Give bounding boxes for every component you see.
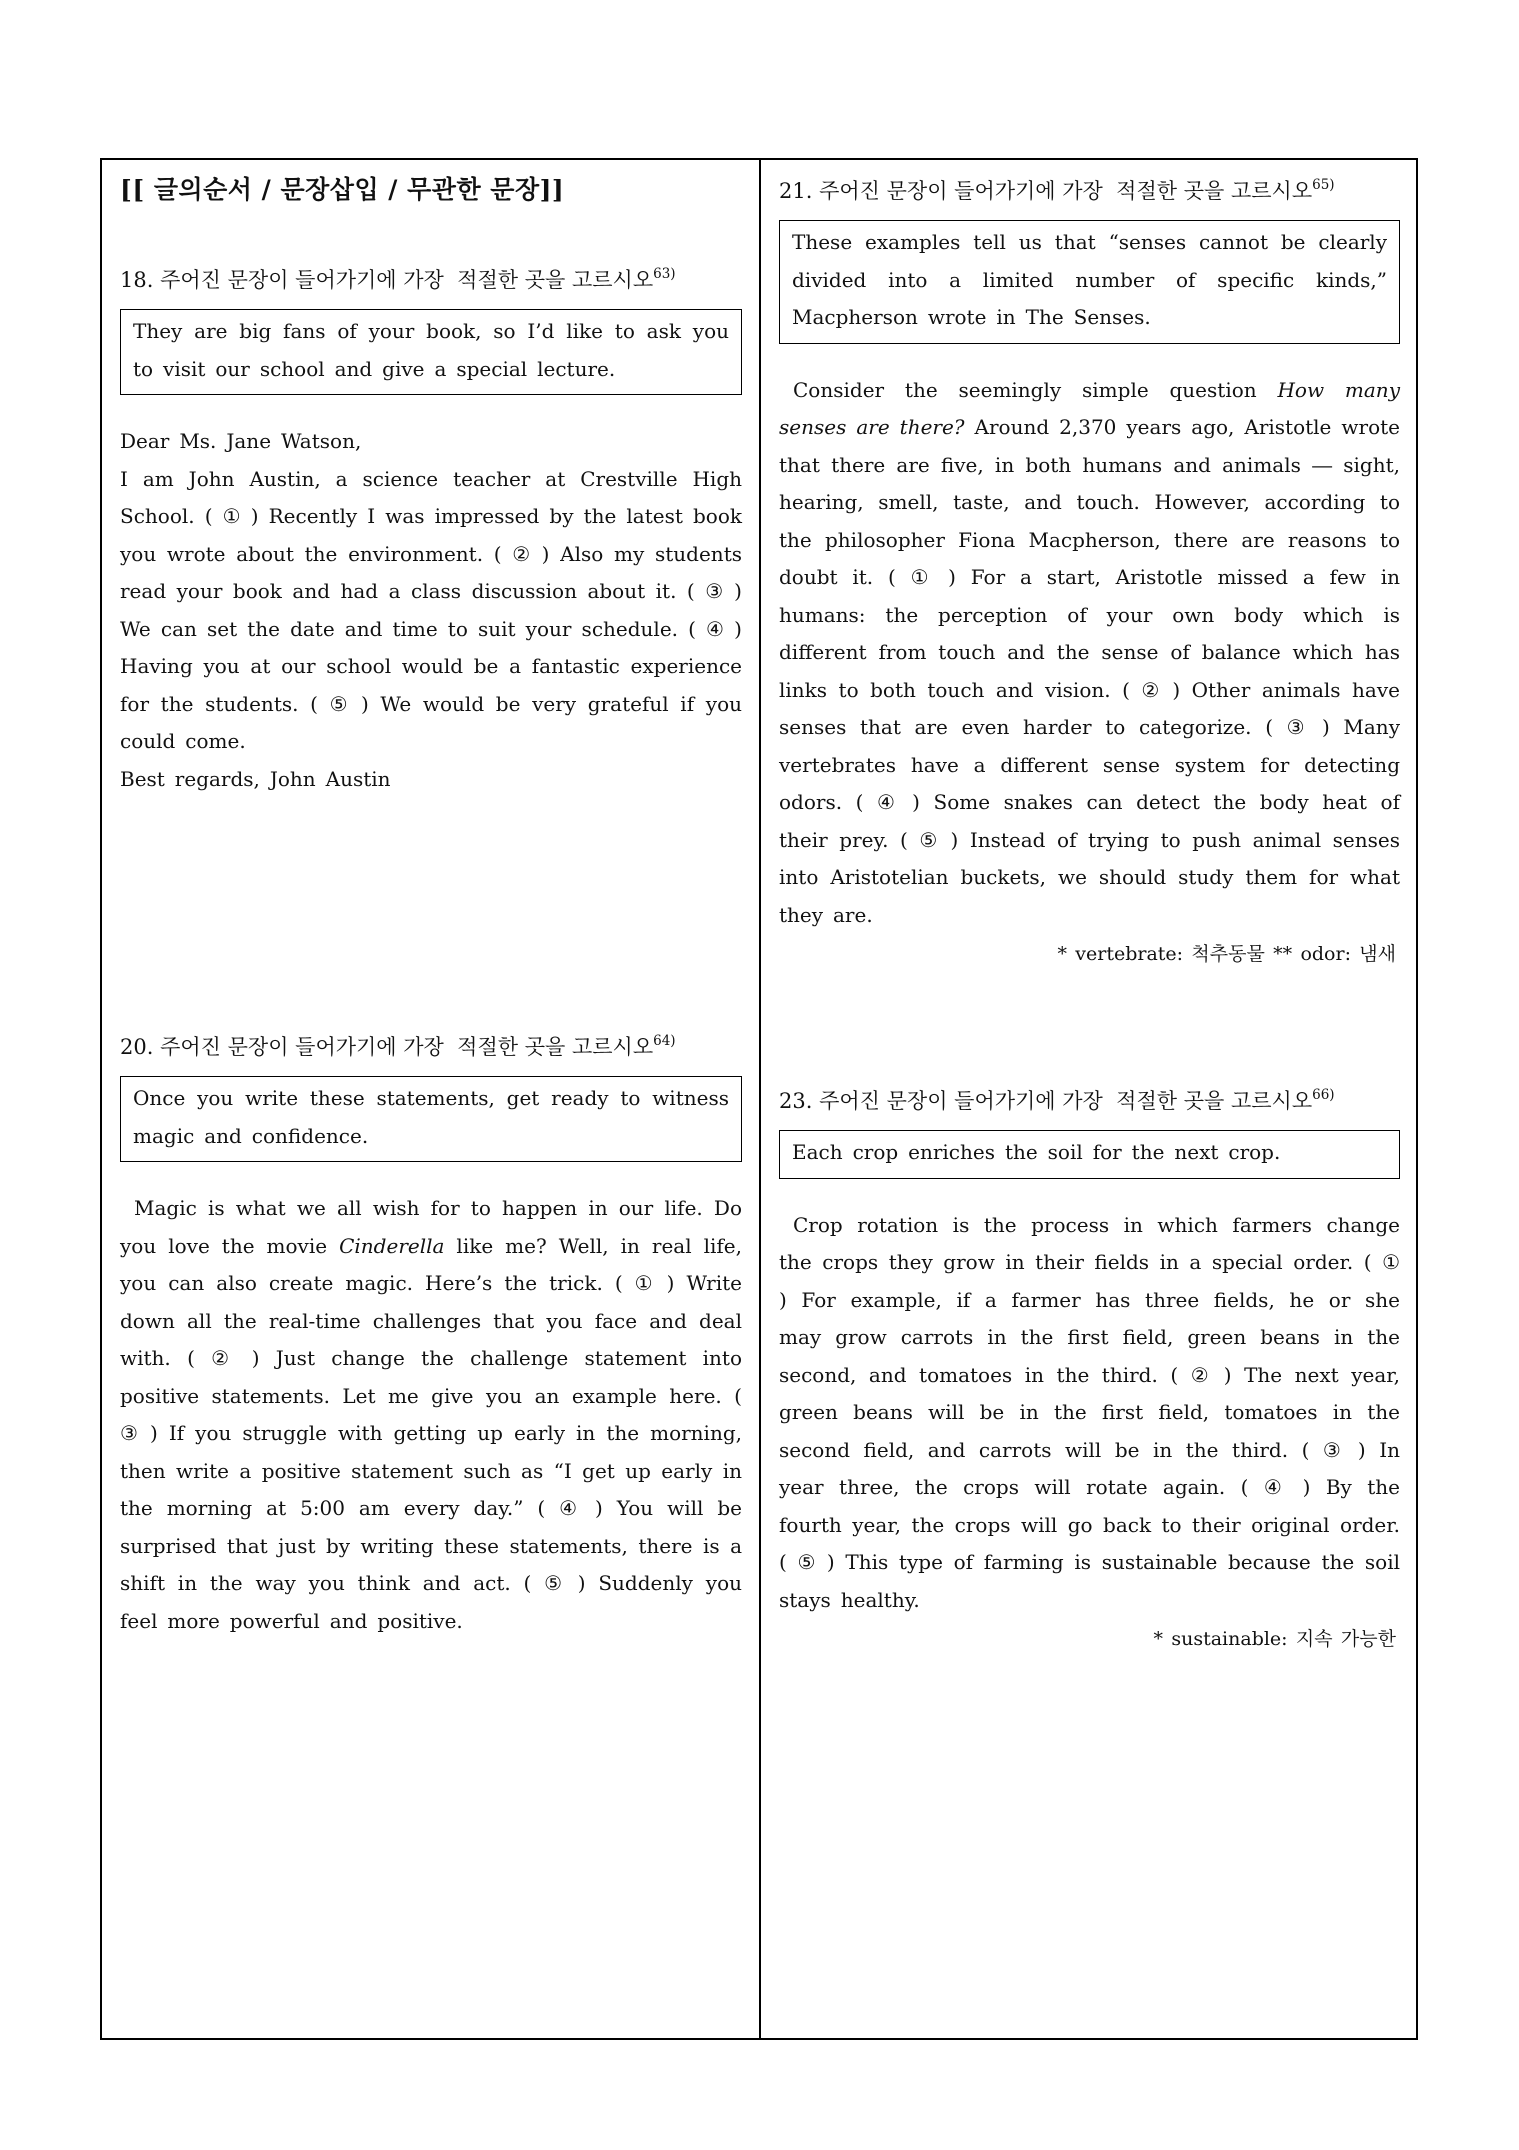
given-sentence-box: These examples tell us that “senses cannot be clearly divided into a limited number of specific kinds,” Macpherson wrote in The Senses. — [779, 220, 1400, 344]
passage-paragraph — [779, 372, 1400, 935]
question-number: 18. — [120, 268, 154, 292]
question-18-title — [120, 261, 742, 294]
passage-text: Around 2,370 years ago, Aristotle wrote that there are five, in both humans and animals ― sight, hearing, smell, taste, and touch. However, according to the philosopher Fiona Macpherson, there are reasons to doubt it. ( ① ) For a start, Aristotle missed a few in humans: the perception of your own body which is different from touch and the sense of balance which has links to both touch and vision. ( ② ) Other animals have senses that are even harder to categorize. ( ③ ) Many vertebrates have a different sense system for detecting odors. ( ④ ) Some snakes can detect the body heat of their prey. ( ⑤ ) Instead of trying to push animal senses into Aristotelian buckets, we should study them for what they are. — [779, 415, 1400, 927]
question-prompt: 주어진 문장이 들어가기에 가장 적절한 곳을 고르시오 — [160, 1035, 654, 1059]
right-column — [759, 160, 1416, 2038]
footnote-marker: 64) — [653, 1033, 676, 1049]
question-prompt: 주어진 문장이 들어가기에 가장 적절한 곳을 고르시오 — [819, 179, 1313, 203]
passage-text: like me? Well, in real life, you can also create magic. Here’s the trick. ( ① ) Write down all the real-time challenges that you face and deal with. ( ② ) Just change the challenge statement into positive statements. Let me give you an example here. ( ③ ) If you struggle with getting up early in the morning, then write a positive statement such as “I get up early in the morning at 5:00 am every day.” ( ④ ) You will be surprised that just by writing these statements, there is a shift in the way you think and act. ( ⑤ ) Suddenly you feel more powerful and positive. — [120, 1233, 743, 1633]
vocabulary-footnote: * vertebrate: 척추동물 ** odor: 냄새 — [1057, 943, 1396, 965]
footnote-marker: 63) — [653, 266, 676, 282]
question-23-title — [779, 1082, 1400, 1115]
question-21-title — [779, 172, 1400, 205]
left-column — [102, 160, 759, 2038]
question-number: 23. — [779, 1089, 813, 1113]
question-number: 21. — [779, 179, 813, 203]
question-prompt: 주어진 문장이 들어가기에 가장 적절한 곳을 고르시오 — [819, 1089, 1313, 1113]
given-sentence-box: Once you write these statements, get ready to witness magic and confidence. — [120, 1076, 742, 1162]
vocabulary-footnote: * sustainable: 지속 가능한 — [1153, 1628, 1396, 1650]
letter-salutation: Dear Ms. Jane Watson, — [120, 429, 362, 453]
footnote-marker: 66) — [1312, 1087, 1335, 1103]
passage-text: Consider the seemingly simple question — [793, 377, 1278, 402]
given-sentence-box: Each crop enriches the soil for the next crop. — [779, 1130, 1400, 1179]
question-number: 20. — [120, 1035, 154, 1059]
passage-text: Magic is what we all wish for to happen in our life. Do you love the movie — [120, 1196, 742, 1258]
question-prompt: 주어진 문장이 들어가기에 가장 적절한 곳을 고르시오 — [160, 268, 654, 292]
section-header: [[ 글의순서 / 문장삽입 / 무관한 문장]] — [120, 175, 565, 204]
movie-title: Cinderella — [339, 1233, 445, 1258]
question-20 — [120, 1028, 742, 1640]
footnote-marker: 65) — [1312, 177, 1335, 193]
letter-closing: Best regards, John Austin — [120, 766, 391, 791]
worksheet-border — [100, 158, 1418, 2040]
passage-paragraph: Crop rotation is the process in which farmers change the crops they grow in their fields in a special order. ( ① ) For example, if a farmer has three fields, he or she may grow carrots in the first field, green beans in the second, and tomatoes in the third. ( ② ) The next year, green beans will be in the first field, tomatoes in the second field, and carrots will be in the third. ( ③ ) In year three, the crops will rotate again. ( ④ ) By the fourth year, the crops will go back to their original order. ( ⑤ ) This type of farming is sustainable because the soil stays healthy. — [779, 1212, 1400, 1612]
question-20-title — [120, 1028, 742, 1061]
question-21 — [779, 172, 1400, 972]
question-18 — [120, 261, 742, 798]
quoted-question: How many senses are there? — [779, 377, 1400, 439]
given-sentence-box: They are big fans of your book, so I’d like to ask you to visit our school and give a special lecture. — [120, 309, 742, 395]
question-23 — [779, 1082, 1400, 1657]
letter-body: I am John Austin, a science teacher at Crestville High School. ( ① ) Recently I was impressed by the latest book you wrote about the environment. ( ② ) Also my students read your book and had a class discussion about it. ( ③ ) We can set the date and time to suit your schedule. ( ④ ) Having you at our school would be a fantastic experience for the students. ( ⑤ ) We would be very grateful if you could come. — [120, 466, 742, 753]
passage-paragraph — [120, 1190, 742, 1640]
